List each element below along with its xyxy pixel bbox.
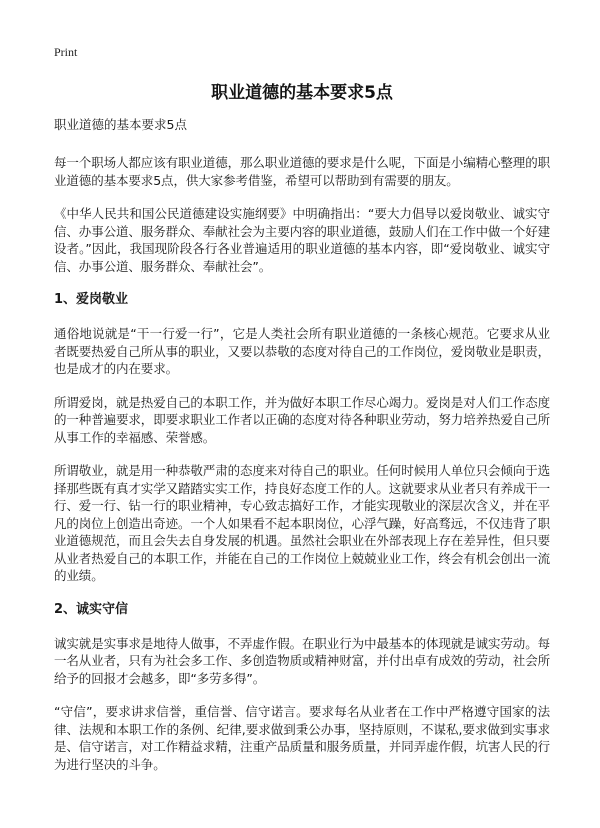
intro-paragraph: 《中华人民共和国公民道德建设实施纲要》中明确指出：“要大力倡导以爱岗敬业、诚实守信、办事公道、服务群众、奉献社会为主要内容的职业道德，鼓励人们在工作中做一个好建设者。”因此，我国现阶段各行各业普遍适用的职业道德的基本内容，即“爱岗敬业、诚实守信、办事公道、服务群众、奉献社会”。 — [54, 206, 551, 274]
section-paragraph: 通俗地说就是“干一行爱一行”，它是人类社会所有职业道德的一条核心规范。它要求从业者既要热爱自己所从事的职业，又要以恭敬的态度对待自己的工作岗位，爱岗敬业是职责，也是成才的内在要求。 — [54, 326, 551, 376]
section-paragraph: “守信”，要求讲求信誉，重信誉、信守诺言。要求每名从业者在工作中严格遵守国家的法律、法规和本职工作的条例、纪律,要求做到秉公办事，坚持原则，不谋私,要求做到实事求是、信守诺言，对工作精益求精，注重产品质量和服务质量，并同弄虚作假，坑害人民的行为进行坚决的斗争。 — [54, 704, 551, 772]
section-heading-honesty: 2、诚实守信 — [54, 601, 129, 617]
section-heading-love-work: 1、爱岗敬业 — [54, 292, 129, 307]
document-subtitle: 职业道德的基本要求5点 — [54, 117, 187, 132]
print-link[interactable]: Print — [54, 45, 78, 59]
section-paragraph: 所谓爱岗，就是热爱自己的本职工作，并为做好本职工作尽心竭力。爱岗是对人们工作态度的一种普遍要求，即要求职业工作者以正确的态度对待各种职业劳动，努力培养热爱自己所从事工作的幸福感、荣誉感。 — [54, 394, 551, 445]
section-paragraph: 所谓敬业，就是用一种恭敬严肃的态度来对待自己的职业。任何时候用人单位只会倾向于选择那些既有真才实学又踏踏实实工作，持良好态度工作的人。这就要求从业者只有养成干一行、爱一行、钻一行的职业精神，专心致志搞好工作，才能实现敬业的深层次含义，并在平凡的岗位上创造出奇迹。一个人如果看不起本职岗位，心浮气躁，好高骛远，不仅违背了职业道德规范，而且会失去自身发展的机遇。虽然社会职业在外部表现上存在差异性，但只要从业者热爱自己的本职工作，并能在自己的工作岗位上兢兢业业工作，终会有机会创出一流的业绩。 — [54, 463, 551, 583]
section-paragraph: 诚实就是实事求是地待人做事，不弄虚作假。在职业行为中最基本的体现就是诚实劳动。每一名从业者，只有为社会多工作、多创造物质或精神财富，并付出卓有成效的劳动，社会所给予的回报才会越多，即“多劳多得”。 — [54, 635, 551, 686]
page-title: 职业道德的基本要求5点 — [211, 83, 393, 103]
intro-paragraph: 每一个职场人都应该有职业道德，那么职业道德的要求是什么呢，下面是小编精心整理的职业道德的基本要求5点，供大家参考借鉴，希望可以帮助到有需要的朋友。 — [54, 155, 551, 188]
